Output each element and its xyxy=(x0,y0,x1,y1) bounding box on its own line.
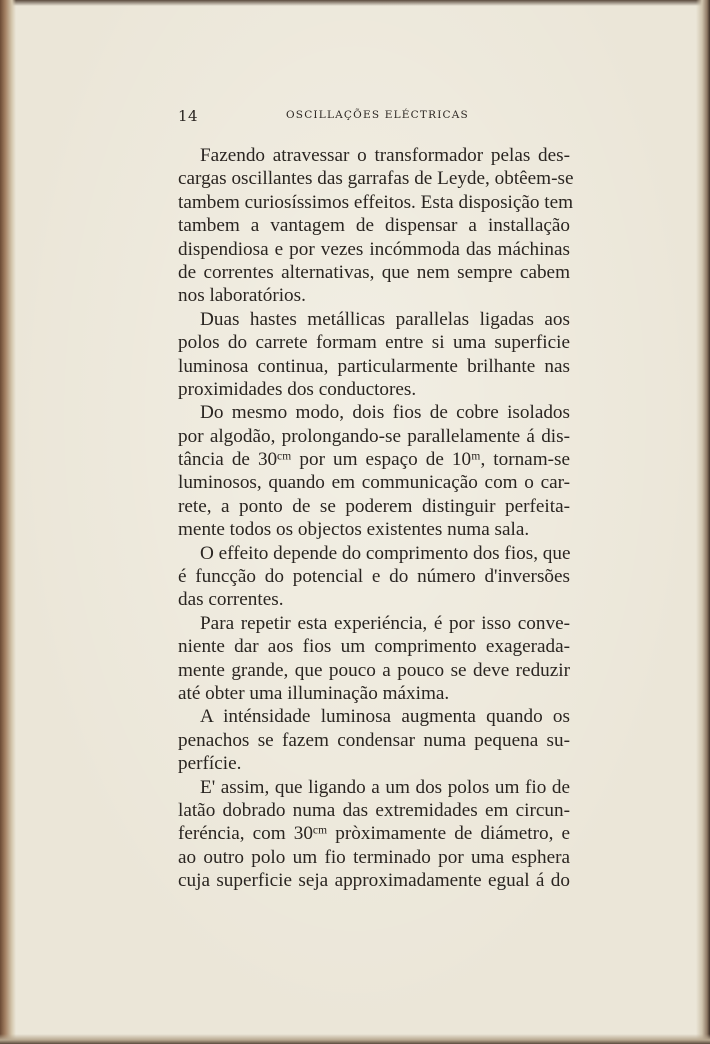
text-line: E' assim, que ligando a um dos polos um fio de xyxy=(200,776,570,798)
text-line: Para repetir esta experiéncia, é por isso conve- xyxy=(200,612,570,634)
text-line: tambem curiosíssimos effeitos. Esta disposição tem xyxy=(178,191,574,213)
text-line: feréncia, com 30ᶜᵐ pròximamente de diámetro, e xyxy=(178,823,570,845)
page-header xyxy=(178,103,570,125)
text-line: tância de 30ᶜᵐ por um espaço de 10ᵐ, tornam-se xyxy=(178,449,570,471)
text-line: luminosos, quando em communicação com o car- xyxy=(178,472,570,494)
page-top-edge xyxy=(0,0,710,6)
text-line: cuja superficie seja approximadamente egual á do xyxy=(178,870,570,892)
page-right-edge xyxy=(696,0,710,1044)
text-line: penachos se fazem condensar numa pequena su- xyxy=(178,729,570,751)
text-line: Do mesmo modo, dois fios de cobre isolados xyxy=(200,402,570,424)
page-left-edge xyxy=(0,0,16,1044)
text-line: por algodão, prolongando-se parallelamente á dis- xyxy=(178,425,570,447)
text-line: até obter uma illuminação máxima. xyxy=(178,682,450,704)
text-line: latão dobrado numa das extremidades em circun- xyxy=(178,799,570,821)
text-line: ao outro polo um fio terminado por uma esphera xyxy=(178,846,570,868)
text-line: mente grande, que pouco a pouco se deve reduzir xyxy=(178,659,570,681)
page-number: 14 xyxy=(178,107,199,125)
text-line: Duas hastes metállicas parallelas ligadas aos xyxy=(200,308,570,330)
text-line: de correntes alternativas, que nem sempre cabem xyxy=(178,261,570,283)
text-line: perfície. xyxy=(178,753,242,775)
text-line: das correntes. xyxy=(178,589,284,611)
text-line: rete, a ponto de se poderem distinguir perfeita- xyxy=(178,495,570,517)
body-text xyxy=(178,144,574,893)
page-bottom-edge xyxy=(0,1034,710,1044)
text-line: O effeito depende do comprimento dos fios, que xyxy=(200,542,571,564)
text-line: Fazendo atravessar o transformador pelas des- xyxy=(200,145,570,166)
text-line: proximidades dos conductores. xyxy=(178,378,417,400)
text-line: niente dar aos fios um comprimento exagerada- xyxy=(178,636,570,658)
text-line: é funcção do potencial e do número d'inversões xyxy=(178,566,570,588)
text-line: dispendiosa e por vezes incómmoda das máchinas xyxy=(178,238,570,260)
text-line: luminosa continua, particularmente brilhante nas xyxy=(178,355,570,377)
text-line: A inténsidade luminosa augmenta quando os xyxy=(200,706,570,728)
text-line: tambem a vantagem de dispensar a installação xyxy=(178,215,570,237)
running-head: OSCILLAÇÕES ELÉCTRICAS xyxy=(286,109,469,121)
text-line: cargas oscillantes das garrafas de Leyde, obtêem-se xyxy=(178,168,574,190)
text-line: nos laboratórios. xyxy=(178,285,306,307)
text-line: polos do carrete formam entre si uma superficie xyxy=(178,332,570,354)
text-line: mente todos os objectos existentes numa sala. xyxy=(178,519,530,541)
